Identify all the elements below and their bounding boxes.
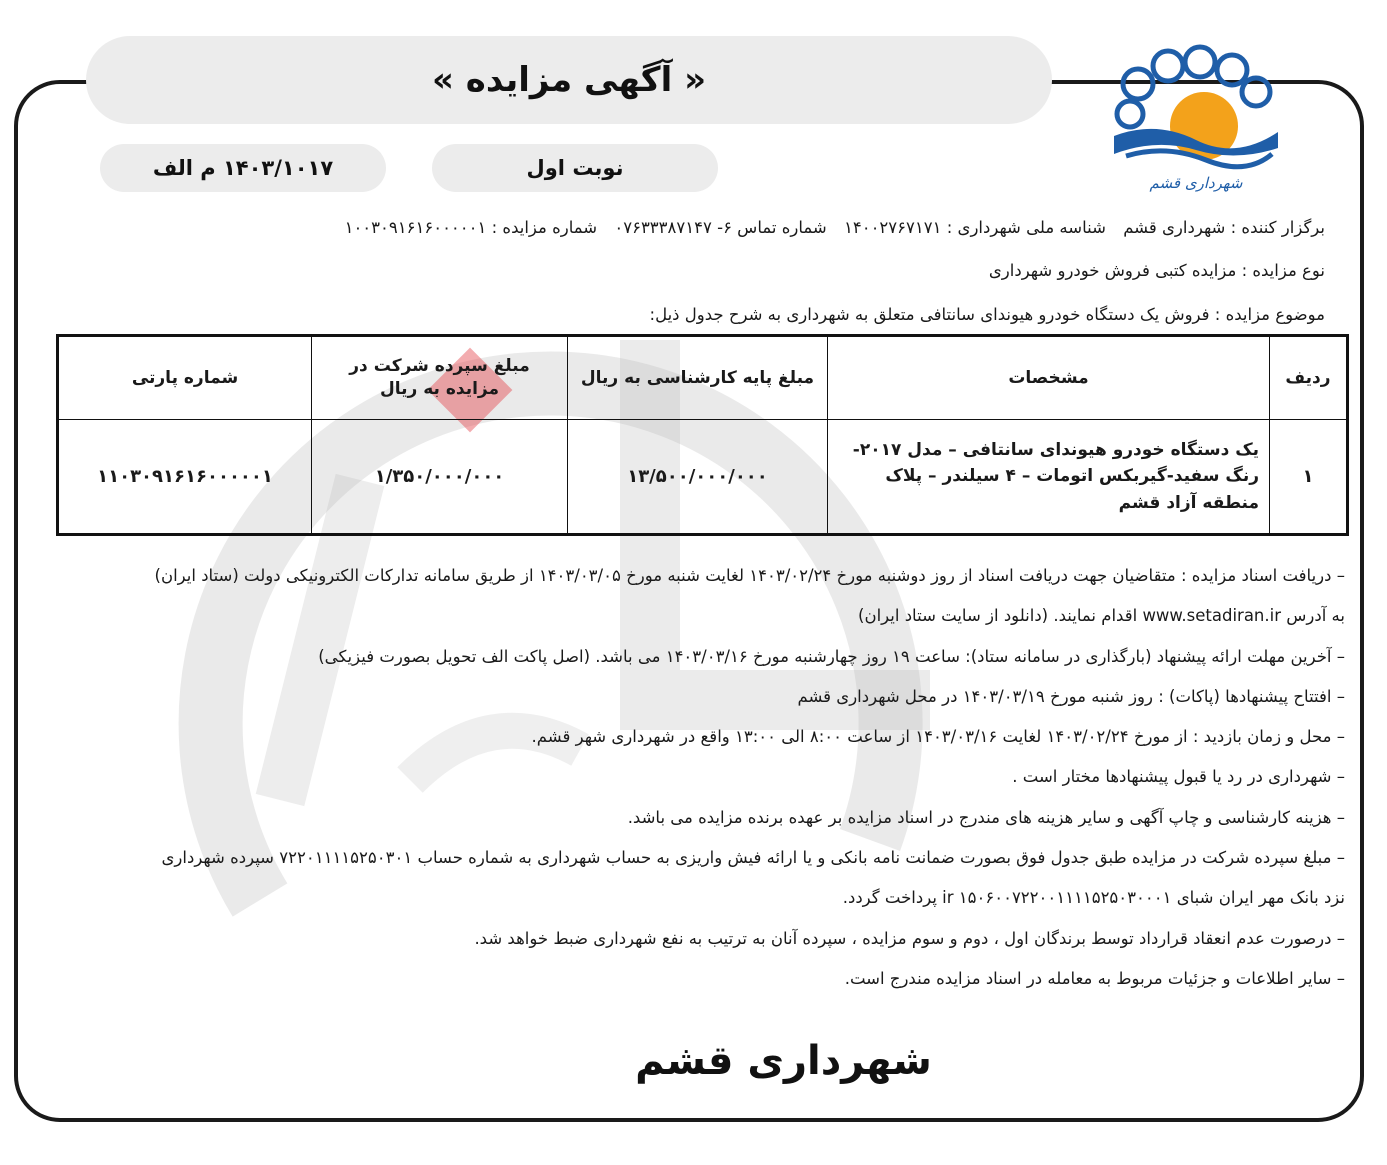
note-visit: – محل و زمان بازدید : از مورخ ۱۴۰۳/۰۲/۲۴ لغایت ۱۴۰۳/۰۳/۱۶ از ساعت ۸:۰۰ الی ۱۳:۰۰ واقع در شهرداری شهر قشم.: [531, 727, 1345, 747]
notes-list: [56, 566, 1345, 1009]
municipality-logo-icon: [1106, 40, 1282, 200]
header-specs: مشخصات: [828, 336, 1270, 420]
vehicle-specs: یک دستگاه خودرو هیوندای سانتافی – مدل ۲۰۱۷- رنگ سفید-گیربکس اتومات – ۴ سیلندر – پلاک منطقه آزاد قشم: [828, 420, 1270, 535]
note-documents-address: به آدرس www.setadiran.ir اقدام نمایند. (دانلود از سایت ستاد ایران): [858, 606, 1345, 626]
phone-number: شماره تماس ۶- ۰۷۶۳۳۳۸۷۱۴۷: [614, 218, 827, 237]
auction-type: نوع مزایده : مزایده کتبی فروش خودرو شهرداری: [988, 261, 1325, 280]
header-lot-number: شماره پارتی: [58, 336, 312, 420]
notice-title: « آگهی مزایده »: [86, 36, 1052, 124]
round-badge: نوبت اول: [432, 144, 718, 192]
auction-table: [56, 334, 1349, 536]
header-row-number: ردیف: [1270, 336, 1348, 420]
auction-subject: موضوع مزایده : فروش یک دستگاه خودرو هیوندای سانتافی متعلق به شهرداری به شرح جدول ذیل:: [649, 305, 1325, 324]
note-costs: – هزینه کارشناسی و چاپ آگهی و سایر هزینه های مندرج در اسناد مزایده بر عهده برنده مزایده می باشد.: [627, 807, 1345, 827]
auction-number: شماره مزایده : ۱۰۰۳۰۹۱۶۱۶۰۰۰۰۰۱: [344, 218, 598, 237]
note-deposit: – مبلغ سپرده شرکت در مزایده طبق جدول فوق بصورت ضمانت نامه بانکی و یا ارائه فیش واریزی به حساب شهرداری به شماره حساب ۷۲۲۰۱۱۱۱۵۲۵۰۳۰۱ سپرده شهرداری: [161, 848, 1345, 868]
header-base-price: مبلغ پایه کارشناسی به ریال: [568, 336, 828, 420]
lot-number: ۱۱۰۳۰۹۱۶۱۶۰۰۰۰۰۱: [58, 420, 312, 535]
signature: شهرداری قشم: [635, 1038, 932, 1084]
note-rights: – شهرداری در رد یا قبول پیشنهادها مختار است .: [1012, 767, 1345, 787]
note-forfeit: – درصورت عدم انعقاد قرارداد توسط برندگان اول ، دوم و سوم مزایده ، سپرده آنان به ترتیب به نفع شهرداری ضبط خواهد شد.: [474, 928, 1345, 948]
note-deposit-bank: نزد بانک مهر ایران شبای ir ۱۵۰۶۰۰۷۲۲۰۰۱۱۱۱۵۲۵۰۳۰۰۰۱ پرداخت گردد.: [842, 888, 1345, 908]
row-number: ۱: [1270, 420, 1348, 535]
note-documents: – دریافت اسناد مزایده : متقاضیان جهت دریافت اسناد از روز دوشنبه مورخ ۱۴۰۳/۰۲/۲۴ لغایت شنبه مورخ ۱۴۰۳/۰۳/۰۵ از طریق سامانه تدارکات الکترونیکی دولت (ستاد ایران): [154, 566, 1345, 585]
table-row: [58, 420, 1348, 535]
organizer: برگزار کننده : شهرداری قشم: [1123, 218, 1325, 237]
note-other-info: – سایر اطلاعات و جزئیات مربوط به معامله در اسناد مزایده مندرج است.: [844, 968, 1345, 988]
organizer-line: [345, 218, 1325, 238]
table-header-row: [58, 336, 1348, 420]
logo-caption: شهرداری قشم: [1149, 174, 1243, 192]
note-deadline: – آخرین مهلت ارائه پیشنهاد (بارگذاری در سامانه ستاد): ساعت ۱۹ روز چهارشنبه مورخ ۱۴۰۳/۰۳/۱۶ می باشد. (اصل پاکت الف تحویل بصورت فیزیکی): [318, 646, 1345, 666]
notice-number-badge: ۱۴۰۳/۱۰۱۷ م الف: [100, 144, 386, 192]
header-deposit: مبلغ سپرده شرکت در مزایده به ریال: [312, 336, 568, 420]
national-id: شناسه ملی شهرداری : ۱۴۰۰۲۷۶۷۱۷۱: [843, 218, 1106, 237]
deposit-amount: ۱/۳۵۰/۰۰۰/۰۰۰: [312, 420, 568, 535]
base-price: ۱۳/۵۰۰/۰۰۰/۰۰۰: [568, 420, 828, 535]
note-opening: – افتتاح پیشنهادها (پاکات) : روز شنبه مورخ ۱۴۰۳/۰۳/۱۹ در محل شهرداری قشم: [797, 686, 1345, 706]
